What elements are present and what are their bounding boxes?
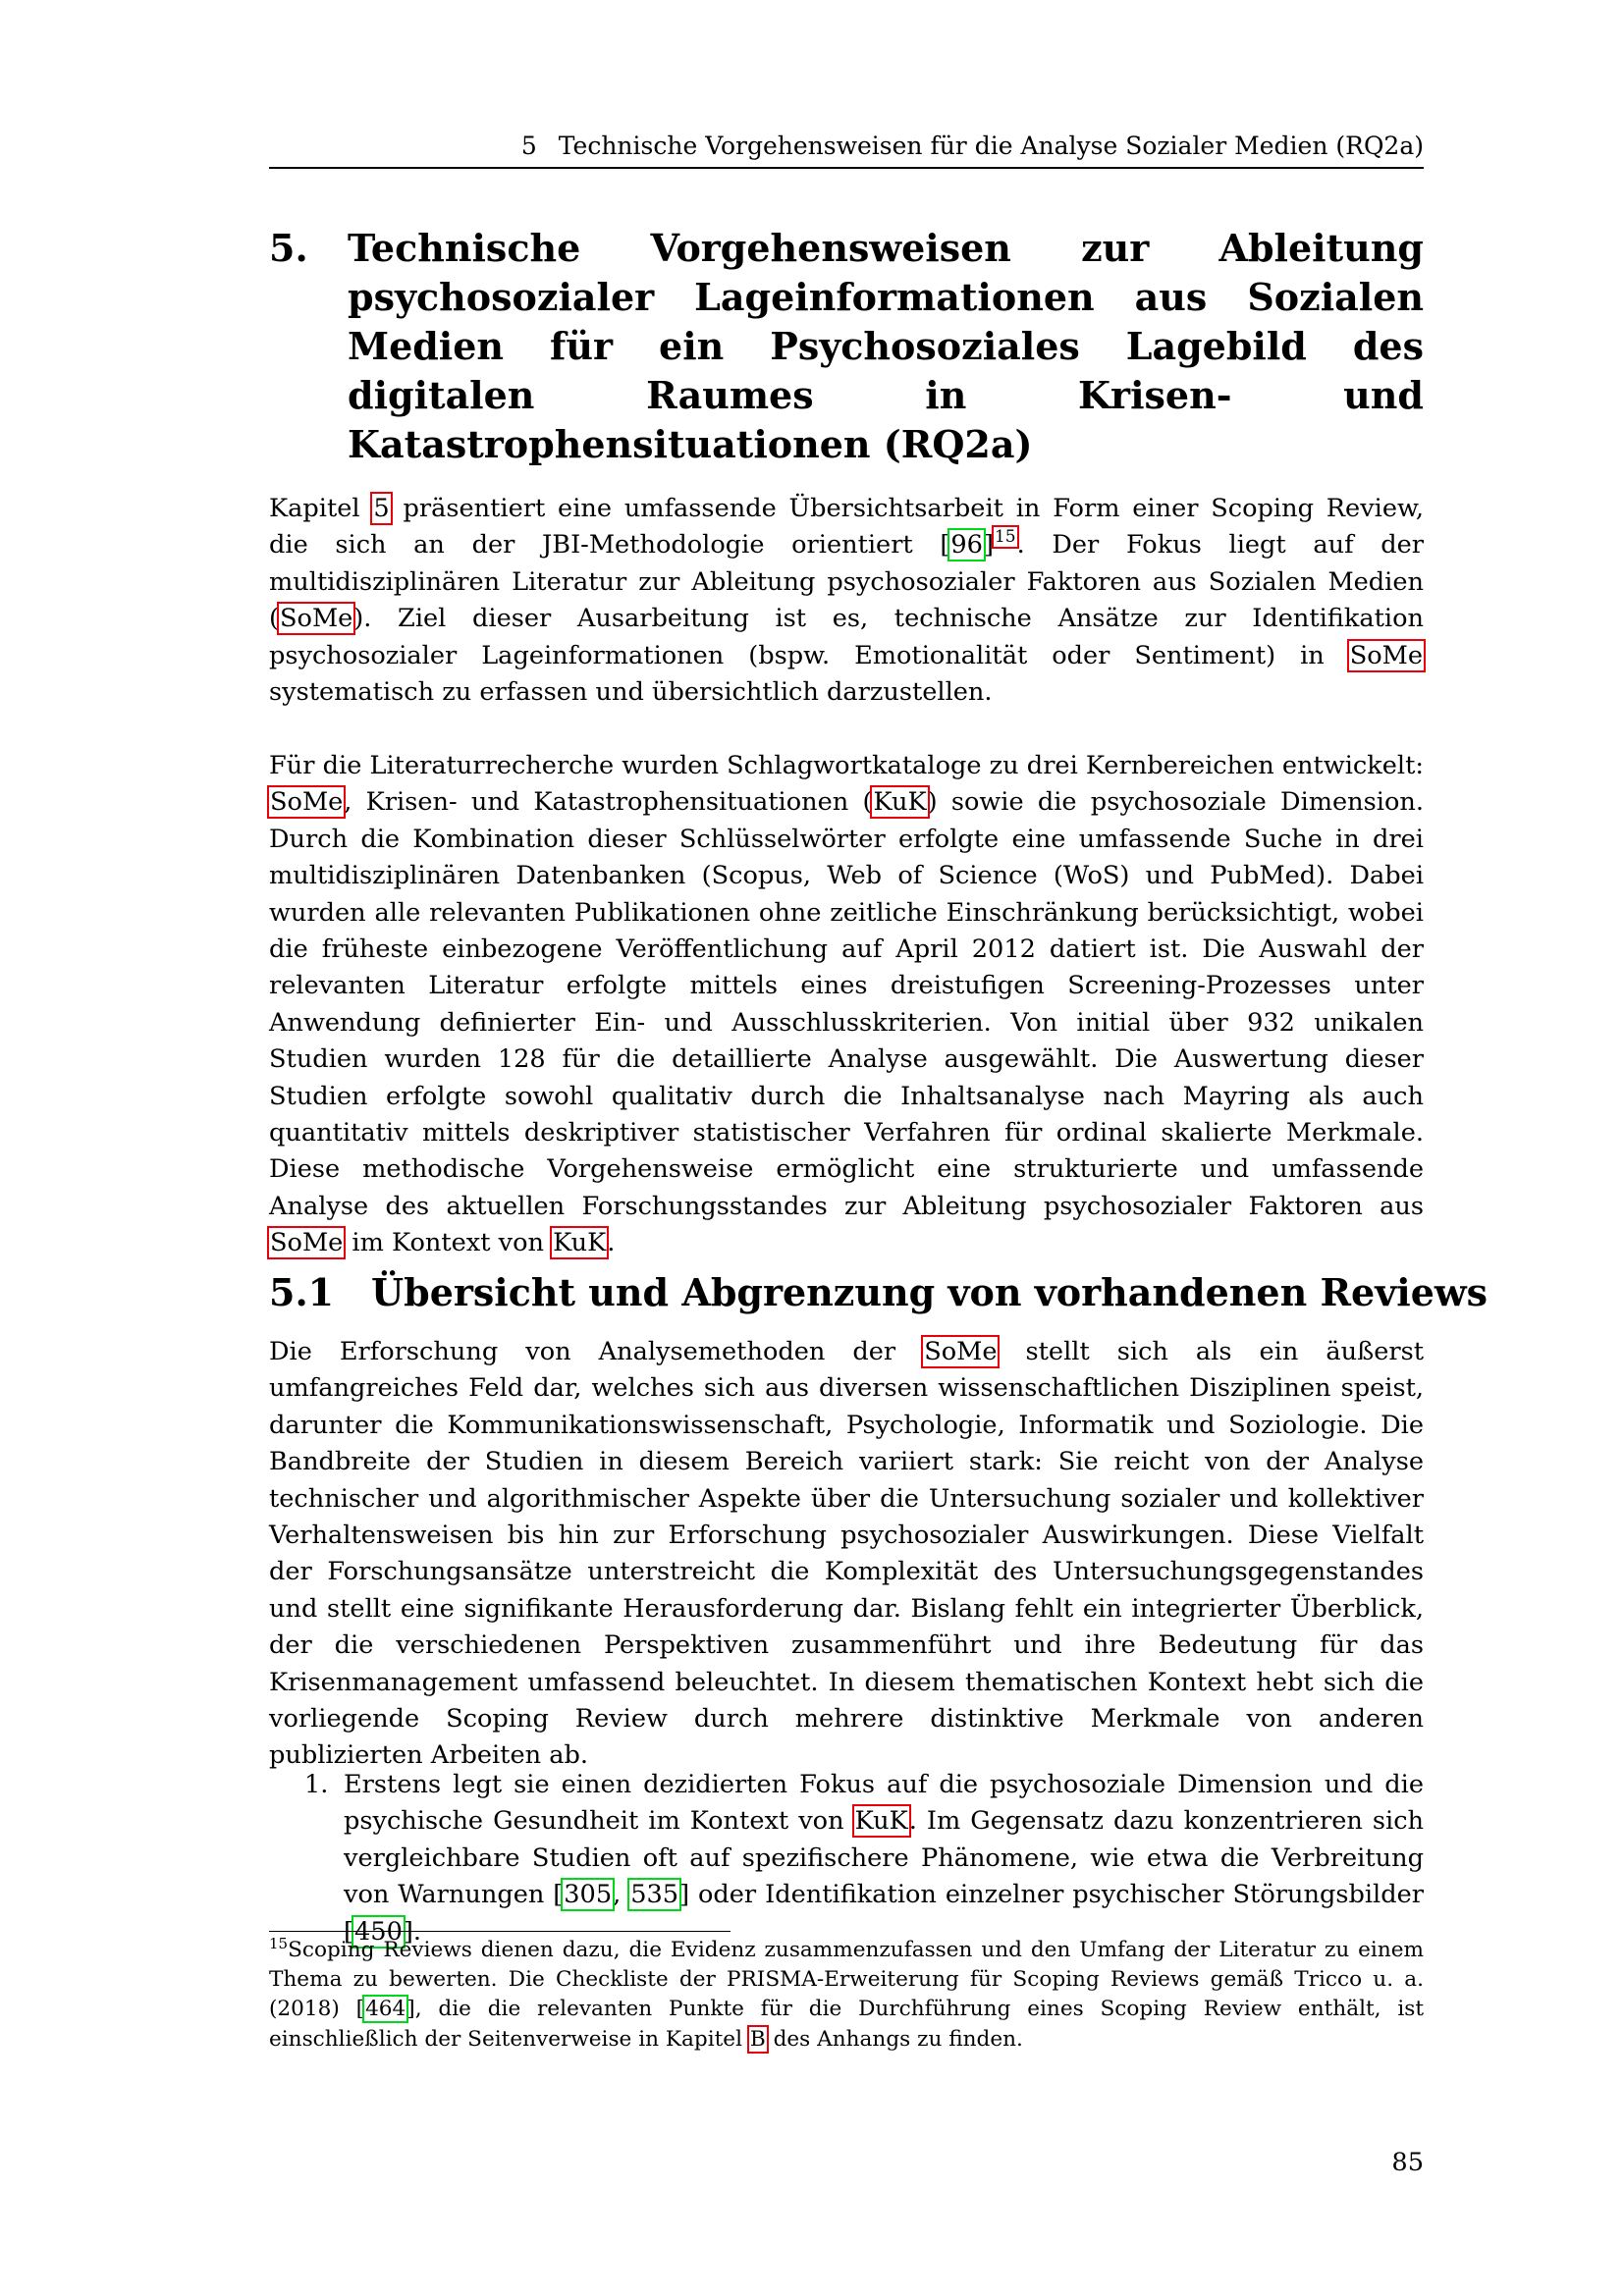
citation-link[interactable]: 535 — [630, 1880, 679, 1910]
text: Die Erforschung von Analysemethoden der — [269, 1337, 924, 1366]
method-paragraph — [269, 748, 1424, 1262]
footnote-rule — [269, 1931, 731, 1932]
acronym-link-some[interactable]: SoMe — [270, 787, 344, 818]
text: des Anhangs zu finden. — [766, 2026, 1023, 2052]
citation-link[interactable]: 464 — [365, 1997, 406, 2022]
numbered-list — [269, 1767, 1424, 1950]
text: . Im Gegensatz dazu konzentrieren sich vergleichbare Studien oft auf spezifischere Phänomene, wie etwa die Verbreitung von Warnungen [ — [344, 1806, 1425, 1910]
acronym-link-some[interactable]: SoMe — [280, 604, 353, 634]
text: , Krisen- und Katastrophensituationen ( — [344, 787, 873, 818]
running-header-title: Technische Vorgehensweisen für die Analyse Sozialer Medien (RQ2a) — [558, 132, 1424, 160]
text: Kapitel — [269, 494, 373, 523]
text: Für die Literaturrecherche wurden Schlagwortkataloge zu drei Kernbereichen entwickelt: — [269, 751, 1424, 780]
list-item-number: 1. — [304, 1770, 329, 1799]
running-header — [521, 132, 1424, 160]
acronym-link-kuk[interactable]: KuK — [873, 787, 927, 818]
text: ]. — [403, 1916, 421, 1947]
list-item — [344, 1767, 1424, 1950]
text: präsentiert eine umfassende Übersichtsarbeit in Form einer Scoping Review, die sich an der JBI-Methodologie orientiert [ — [269, 494, 1424, 561]
chapter-heading — [269, 224, 1424, 469]
intro-paragraph — [269, 491, 1424, 711]
chapter-title: Technische Vorgehensweisen zur Ableitung psychosozialer Lageinformationen aus Sozialen Medien für ein Psychosoziales Lagebild des digitalen Raumes in Krisen- und Katastrophensituationen (RQ2a) — [348, 226, 1424, 466]
text: ). Ziel dieser Ausarbeitung ist es, technische Ansätze zur Identifikation psychosozialer Lageinformationen (bspw. Emotionalität oder Sentiment) in — [269, 604, 1424, 670]
section-heading — [269, 1268, 1488, 1317]
footnote-marker: 15 — [269, 1935, 289, 1952]
footnote-link[interactable]: 15 — [994, 527, 1016, 548]
acronym-link-some[interactable]: SoMe — [924, 1337, 998, 1366]
acronym-link-some[interactable]: SoMe — [1349, 640, 1423, 670]
citation-link[interactable]: 96 — [950, 530, 983, 561]
footnote — [269, 1936, 1424, 2055]
text: . Der Fokus liegt auf der multidisziplinären Literatur zur Ableitung psychosozialer Faktoren aus Sozialen Medien ( — [269, 530, 1424, 634]
text: . — [607, 1228, 616, 1258]
acronym-link-kuk[interactable]: KuK — [553, 1228, 607, 1258]
acronym-link-kuk[interactable]: KuK — [854, 1806, 908, 1837]
text: ], die die relevanten Punkte für die Durchführung eines Scoping Review enthält, ist einschließlich der Seitenverweise in Kapitel — [269, 1997, 1425, 2052]
section-number: 5.1 — [269, 1270, 335, 1314]
text: stellt sich als ein äußerst umfangreiches Feld dar, welches sich aus diversen wissenschaftlichen Disziplinen speist, darunter die Kommunikationswissenschaft, Psychologie, Informatik und Soziologie. Die Bandbreite der Studien in diesem Bereich variiert stark: Sie reicht von der Analyse technischer und algorithmischer Aspekte über die Untersuchung sozialer und kollektiver Verhaltensweisen bis hin zur Erforschung psychosozialer Auswirkungen. Diese Vielfalt der Forschungsansätze unterstreicht die Komplexität des Untersuchungsgegenstandes und stellt eine signifikante Herausforderung dar. Bislang fehlt ein integrierter Überblick, der die verschiedenen Perspektiven zusammenführt und ihre Bedeutung für das Krisenmanagement umfassend beleuchtet. In diesem thematischen Kontext hebt sich die vorliegende Scoping Review durch mehrere distinktive Merkmale von anderen publizierten Arbeiten ab. — [269, 1337, 1424, 1771]
section-paragraph — [269, 1334, 1424, 1775]
chapter-link[interactable]: 5 — [373, 494, 390, 523]
text: ) sowie die psychosoziale Dimension. Durch die Kombination dieser Schlüsselwörter erfolgte eine umfassende Suche in drei multidisziplinären Datenbanken (Scopus, Web of Science (WoS) und PubMed). Dabei wurden alle relevanten Publikationen ohne zeitliche Einschränkung berücksichtigt, wobei die früheste einbezogene Veröffentlichung auf April 2012 datiert ist. Die Auswahl der relevanten Literatur erfolgte mittels eines dreistufigen Screening-Prozesses unter Anwendung definierter Ein- und Ausschlusskriterien. Von initial über 932 unikalen Studien wurden 128 für die detaillierte Analyse ausgewählt. Die Auswertung dieser Studien erfolgte sowohl qualitativ durch die Inhaltsanalyse nach Mayring als auch quantitativ mittels deskriptiver statistischer Verfahren für ordinal skalierte Merkmale. Diese methodische Vorgehensweise ermöglicht eine strukturierte und umfassende Analyse des aktuellen Forschungsstandes zur Ableitung psychosozialer Faktoren aus — [269, 787, 1424, 1221]
text: systematisch zu erfassen und übersichtlich darzustellen. — [269, 677, 993, 708]
appendix-link[interactable]: B — [749, 2026, 766, 2052]
text: ] — [983, 530, 994, 561]
text: Scoping Reviews dienen dazu, die Evidenz zusammenzufassen und den Umfang der Literatur zu einem Thema zu bewerten. Die Checkliste der PRISMA-Erweiterung für Scoping Reviews gemäß Tricco u. a. (2018) [ — [269, 1938, 1424, 2022]
text: ] oder Identifikation einzelner psychischer Störungsbilder [ — [344, 1880, 1424, 1947]
text: im Kontext von — [344, 1228, 553, 1258]
running-header-number: 5 — [520, 132, 537, 160]
text: Erstens legt sie einen dezidierten Fokus auf die psychosoziale Dimension und die psychische Gesundheit im Kontext von — [344, 1770, 1424, 1837]
page-number: 85 — [1391, 2148, 1424, 2177]
citation-link[interactable]: 305 — [564, 1880, 613, 1910]
chapter-number: 5. — [269, 226, 308, 270]
text: , — [613, 1880, 630, 1910]
section-title: Übersicht und Abgrenzung von vorhandenen Reviews — [371, 1270, 1488, 1314]
acronym-link-some[interactable]: SoMe — [270, 1228, 344, 1258]
citation-link[interactable]: 450 — [354, 1916, 403, 1947]
header-rule — [269, 167, 1424, 169]
